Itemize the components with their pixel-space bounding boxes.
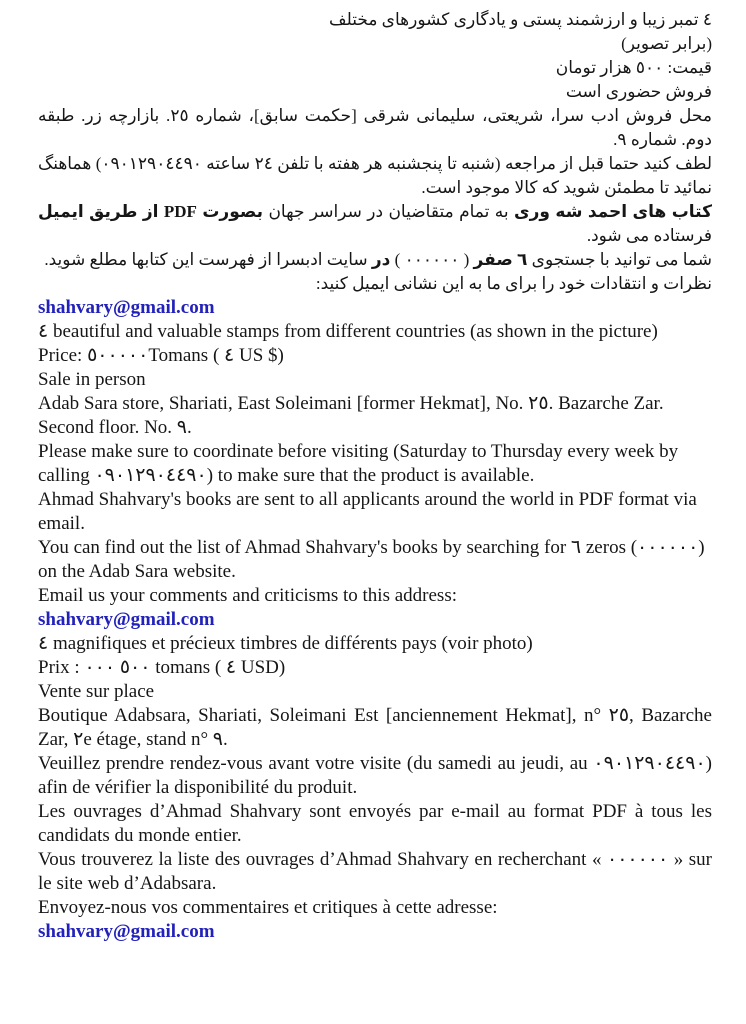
bold-via-email: از طریق ایمیل <box>38 202 159 221</box>
text-segment: فرستاده می شود. <box>586 226 712 245</box>
persian-line-address: محل فروش ادب سرا، شریعتی، سلیمانی شرقی [حکمت سابق]، شماره ٢٥. بازارچه زر. طبقه دوم. شماره ٩. <box>38 106 712 149</box>
french-section <box>38 632 712 920</box>
english-line-address: Adab Sara store, Shariati, East Soleimani [former Hekmat], No. ٢٥. Bazarche Zar. Second floor. No. ٩. <box>38 393 664 438</box>
english-line-price: Price: ٥٠٠٠٠٠Tomans ( ٤ US $) <box>38 345 284 366</box>
french-line-visit-note: Veuillez prendre rendez-vous avant votre visite (du samedi au jeudi, au ٠٩٠١٢٩٠٤٤٩٠) afin de vérifier la disponibilité du produit. <box>38 753 712 798</box>
french-line-address: Boutique Adabsara, Shariati, Soleimani Est [anciennement Hekmat], n° ٢٥, Bazarche Zar, ٢e étage, stand n° ٩. <box>38 705 712 750</box>
persian-line-price: قیمت: ٥٠٠ هزار تومان <box>555 58 712 77</box>
english-line-visit-note: Please make sure to coordinate before visiting (Saturday to Thursday every week by calling ٠٩٠١٢٩٠٤٤٩٠) to make sure that the product is available. <box>38 441 679 486</box>
email-link[interactable]: shahvary@gmail.com <box>38 297 215 318</box>
english-line-feedback: Email us your comments and criticisms to this address: <box>38 585 457 606</box>
french-line-title: ٤ magnifiques et précieux timbres de différents pays (voir photo) <box>38 633 533 654</box>
bold-books-author: کتاب های احمد شه وری <box>514 202 713 221</box>
text-segment: ( ٠٠٠٠٠٠ ) <box>394 250 470 269</box>
french-line-price: Prix : ٥٠٠ ٠٠٠ tomans ( ٤ USD) <box>38 657 286 678</box>
text-segment: سایت ادبسرا از فهرست این کتابها مطلع شوید. <box>44 250 368 269</box>
bold-six-zeros: ٦ صفر <box>473 250 528 269</box>
text-segment: به تمام متقاضیان در سراسر جهان <box>268 202 509 221</box>
bold-pdf-format: بصورت PDF <box>163 202 264 221</box>
persian-line-search-zeros <box>38 248 712 272</box>
persian-line-feedback: نظرات و انتقادات خود را برای ما به این نشانی ایمیل کنید: <box>315 274 712 293</box>
french-line-feedback: Envoyez-nous vos commentaires et critiques à cette adresse: <box>38 897 498 918</box>
persian-line-visit-note: لطف کنید حتما قبل از مراجعه (شنبه تا پنجشنبه هر هفته با تلفن ٢٤ ساعته ٠٩٠١٢٩٠٤٤٩٠) هماهنگ نمائید تا مطمئن شوید که کالا موجود است. <box>38 154 712 197</box>
email-link[interactable]: shahvary@gmail.com <box>38 921 215 942</box>
text-segment: شما می توانید با جستجوی <box>531 250 712 269</box>
french-line-sale-type: Vente sur place <box>38 681 155 702</box>
persian-line-title: ٤ تمبر زیبا و ارزشمند پستی و یادگاری کشورهای مختلف <box>329 10 712 29</box>
persian-line-picture-note: (برابر تصویر) <box>621 34 712 53</box>
french-line-search-zeros: Vous trouverez la liste des ouvrages d’Ahmad Shahvary en recherchant « ٠٠٠٠٠٠ » sur le site web d’Adabsara. <box>38 849 712 894</box>
bold-word-in: در <box>371 250 391 269</box>
persian-section <box>38 8 712 296</box>
english-line-books-info: Ahmad Shahvary's books are sent to all applicants around the world in PDF format via email. <box>38 489 697 534</box>
english-section <box>38 320 712 608</box>
email-link[interactable]: shahvary@gmail.com <box>38 609 215 630</box>
persian-line-books-info <box>38 200 712 248</box>
persian-line-sale-type: فروش حضوری است <box>565 82 712 101</box>
english-line-sale-type: Sale in person <box>38 369 146 390</box>
english-line-search-zeros: You can find out the list of Ahmad Shahvary's books by searching for ٦ zeros (٠٠٠٠٠٠) on the Adab Sara website. <box>38 537 705 582</box>
english-line-title: ٤ beautiful and valuable stamps from different countries (as shown in the picture) <box>38 321 658 342</box>
french-line-books-info: Les ouvrages d’Ahmad Shahvary sont envoyés par e-mail au format PDF à tous les candidats du monde entier. <box>38 801 712 846</box>
